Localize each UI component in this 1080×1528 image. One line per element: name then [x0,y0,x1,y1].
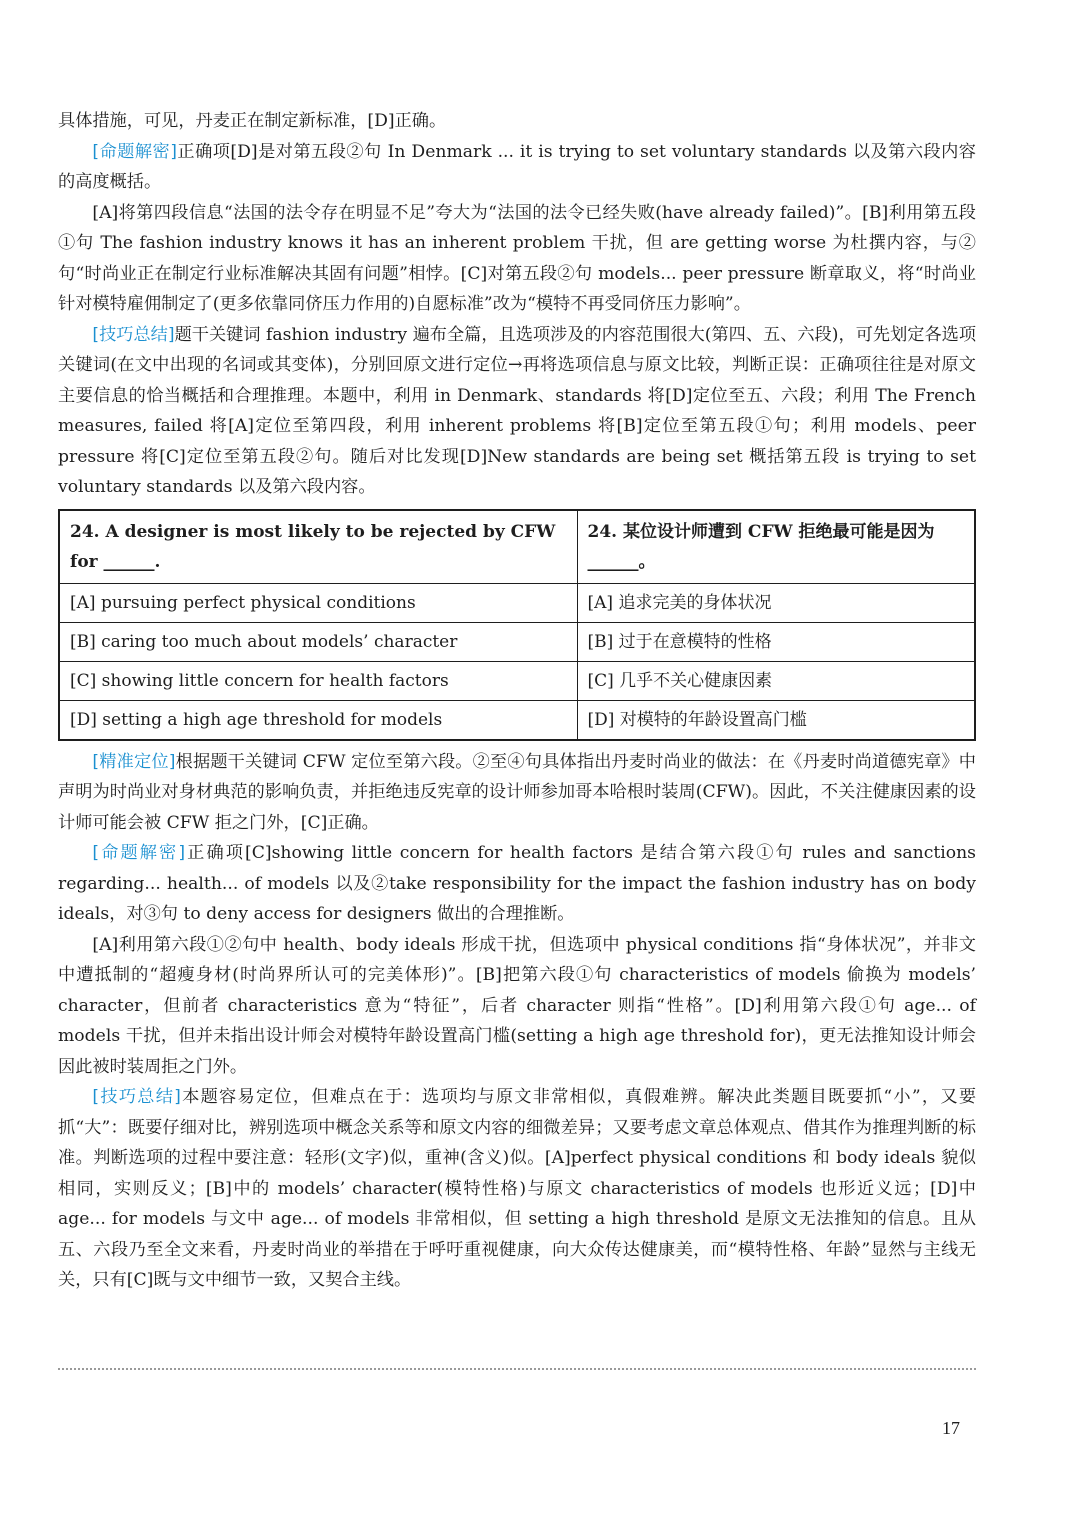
paragraph-text: 本题容易定位，但难点在于：选项均与原文非常相似，真假难辨。解决此类题目既要抓“小”，又要抓“大”：既要仔细对比，辨别选项中概念关系等和原文内容的细微差异；又要考虑文章总体观点、借其作为推理判断的标准。判断选项的过程中要注意：轻形(文字)似，重神(含义)似。[A]perfect physical conditions 和 body ideals 貌似相同，实则反义；[B]中的 models’ character(模特性格)与原文 characteristics of models 也形近义远；[D]中 age... for models 与文中 age... of models 非常相似，但 setting a high threshold 是原文无法推知的信息。且从五、六段乃至全文来看，丹麦时尚业的举措在于呼吁重视健康，向大众传达健康美，而“模特性格、年龄”显然与主线无关，只有[C]既与文中细节一致，又契合主线。 [58,1087,977,1290]
dotted-divider [58,1368,976,1370]
section-tag-mingti-jiemi: [命题解密] [92,141,177,162]
section-tag-mingti-jiemi: [命题解密] [92,843,186,863]
page-number: 17 [942,1418,960,1438]
paragraph-mingti-jiemi-2 [58,838,976,930]
paragraph-mingti-jiemi-1 [58,137,976,198]
question-chinese: 24. 某位设计师遭到 CFW 拒绝最可能是因为______。 [577,510,975,584]
option-english: [D] setting a high age threshold for models [59,700,577,740]
paragraph-text: 正确项[D]是对第五段②句 In Denmark ... it is trying to set voluntary standards 以及第六段内容的高度概括。 [58,141,976,192]
section-tag-jiqiao-zongjie: [技巧总结] [92,1087,181,1107]
option-chinese: [A] 追求完美的身体状况 [577,583,975,622]
option-english: [C] showing little concern for health factors [59,661,577,700]
question-row [59,510,975,584]
paragraph-continuation: 具体措施，可见，丹麦正在制定新标准，[D]正确。 [58,111,447,131]
paragraph-text: 正确项[C]showing little concern for health factors 是结合第六段①句 rules and sanctions regarding... health... of models 以及②take responsibility for the impact the fashion industry has on body ideals，对③句 to deny access for designers 做出的合理推断。 [58,843,976,924]
paragraph-jingzhun-dingwei [58,747,976,839]
option-row [59,700,975,740]
paragraph-jiqiao-zongjie-1 [58,320,976,503]
option-english: [A] pursuing perfect physical conditions [59,583,577,622]
paragraph-text: 根据题干关键词 CFW 定位至第六段。②至④句具体指出丹麦时尚业的做法：在《丹麦时尚道德宪章》中声明为时尚业对身材典范的影响负责，并拒绝违反宪章的设计师参加哥本哈根时装周(CFW)。因此，不关注健康因素的设计师可能会被 CFW 拒之门外，[C]正确。 [58,751,976,833]
option-chinese: [D] 对模特的年龄设置高门槛 [577,700,975,740]
option-row [59,583,975,622]
option-row [59,622,975,661]
question-english: 24. A designer is most likely to be rejected by CFW for ______. [59,510,577,584]
paragraph-jiqiao-zongjie-2 [58,1082,976,1296]
option-row [59,661,975,700]
paragraph-distractor-analysis-1: [A]将第四段信息“法国的法令存在明显不足”夸大为“法国的法令已经失败(have already failed)”。[B]利用第五段①句 The fashion industry knows it has an inherent problem 干扰，但 are getting worse 为杜撰内容，与②句“时尚业正在制定行业标准解决其固有问题”相悖。[C]对第五段②句 models... peer pressure 断章取义，将“时尚业针对模特雇佣制定了(更多依靠同侪压力作用的)自愿标准”改为“模特不再受同侪压力影响”。 [58,202,976,314]
section-tag-jiqiao-zongjie: [技巧总结] [92,324,175,345]
option-chinese: [C] 几乎不关心健康因素 [577,661,975,700]
option-chinese: [B] 过于在意模特的性格 [577,622,975,661]
paragraph-text: 题干关键词 fashion industry 遍布全篇，且选项涉及的内容范围很大(第四、五、六段)，可先划定各选项关键词(在文中出现的名词或其变体)，分别回原文进行定位→再将选项信息与原文比较，判断正误：正确项往往是对原文主要信息的恰当概括和合理推理。本题中，利用 in Denmark、standards 将[D]定位至五、六段；利用 The French measures, failed 将[A]定位至第四段，利用 inherent problems 将[B]定位至第五段①句；利用 models、peer pressure 将[C]定位至第五段②句。随后对比发现[D]New standards are being set 概括第五段 is trying to set voluntary standards 以及第六段内容。 [58,324,977,497]
option-english: [B] caring too much about models’ character [59,622,577,661]
question-table [58,509,976,741]
page-content [58,106,976,1296]
paragraph-distractor-analysis-2: [A]利用第六段①②句中 health、body ideals 形成干扰，但选项中 physical conditions 指“身体状况”，并非文中遭抵制的“超瘦身材(时尚界所认可的完美体形)”。[B]把第六段①句 characteristics of models 偷换为 models’ character，但前者 characteristics 意为“特征”，后者 character 则指“性格”。[D]利用第六段①句 age... of models 干扰，但并未指出设计师会对模特年龄设置高门槛(setting a high age threshold for)，更无法推知设计师会因此被时装周拒之门外。 [58,934,976,1077]
section-tag-jingzhun-dingwei: [精准定位] [92,751,176,772]
